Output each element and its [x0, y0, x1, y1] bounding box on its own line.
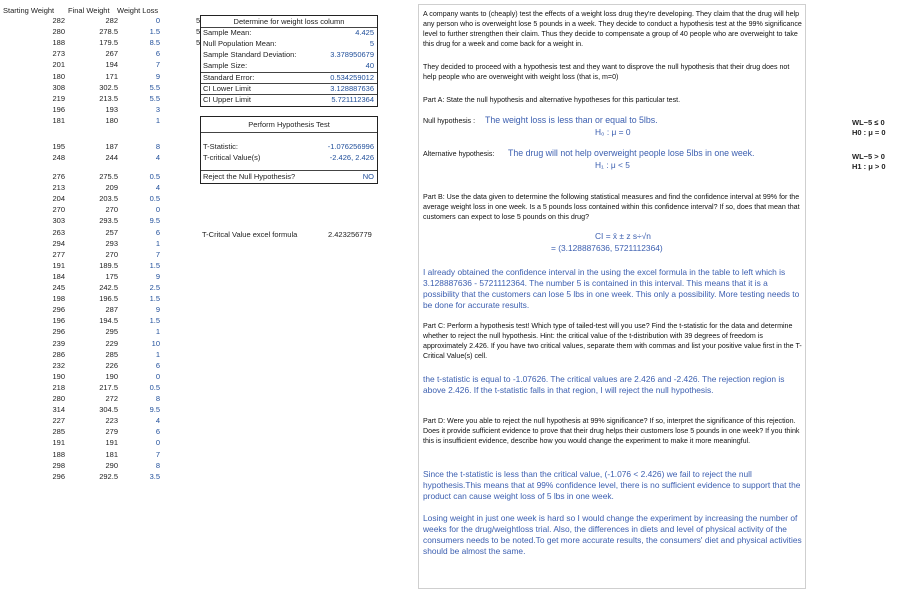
weight-loss-cell: 6	[155, 49, 160, 59]
intro-text: A company wants to (cheaply) test the effects of a weight loss drug they're developing. They claim that the drug will help any person who is overweight lose 5 pounds in a week. They decide to conduct a hypothesis test at the 99% significance level to further strengthen their claim. Thus they decide to compensate a group of 40 people who are overweight to take this drug for a week and come back for a weight in.	[423, 10, 802, 48]
starting-weight-cell: 239	[52, 338, 65, 348]
part-d-question: Part D: Were you able to reject the null hypothesis at 99% significance? If so, interpret the significance of this rejection. Does it provide sufficient evidence to prove that their drug helps their customers lose 5 pounds in one week? If you think this is insufficient evidence, describe how you would change the experiment to make it more meaningful.	[423, 417, 800, 445]
weight-loss-cell: 1	[155, 238, 160, 248]
table-row	[0, 216, 170, 227]
final-weight-cell: 189.5	[99, 260, 118, 270]
table-row	[0, 250, 170, 261]
intro-text-2: They decided to proceed with a hypothesis test and they want to disprove the null hypothesis that their drug does not help people who are overweight with weight loss (that is, m=0)	[423, 63, 790, 81]
starting-weight-cell: 198	[52, 294, 65, 304]
part-c-question: Part C: Perform a hypothesis test! Which type of tailed-test will you use? Find the t-statistic for the data and determine whether to reject the null hypothesis. Hint: the critical value of the t-distribution with 39 degrees of freedom is approximately 2.426. If you have two critical values, separate them with commas and list your positive value first in the T-Critical Value(s) cell.	[423, 322, 802, 360]
starting-weight-cell: 270	[52, 205, 65, 215]
starting-weight-cell: 282	[52, 16, 65, 25]
ci-row-std-error: Standard Error: 0.534259012	[203, 73, 374, 82]
null-hypothesis-label: Null hypothesis :	[423, 117, 476, 125]
null-hypothesis-formula: H₀ : μ = 0	[595, 127, 631, 137]
final-weight-cell: 287	[105, 305, 118, 315]
side-note-2a: WL−5 > 0	[852, 152, 885, 161]
final-weight-cell: 275.5	[99, 172, 118, 181]
final-weight-cell: 213.5	[99, 93, 118, 103]
final-weight-cell: 270	[105, 205, 118, 215]
test-box-title: Perform Hypothesis Test	[248, 120, 330, 129]
final-weight-cell: 244	[105, 153, 118, 163]
starting-weight-cell: 296	[52, 471, 65, 481]
final-weight-cell: 302.5	[99, 82, 118, 92]
ci-row-null-mean: Null Population Mean: 5	[203, 39, 374, 48]
part-a-question: Part A: State the null hypothesis and alternative hypotheses for this particular test.	[423, 96, 681, 104]
weight-loss-cell: 1.5	[149, 294, 160, 304]
weight-loss-cell: 7	[155, 449, 160, 459]
starting-weight-cell: 285	[52, 427, 65, 437]
excel-formula-label: T-Critcal Value excel formula	[202, 230, 298, 239]
table-row	[0, 461, 170, 472]
final-weight-cell: 279	[105, 427, 118, 437]
table-row	[0, 49, 170, 60]
starting-weight-cell: 180	[52, 71, 65, 81]
ci-row-sample-mean: Sample Mean: 4.425	[203, 28, 374, 37]
weight-loss-cell: 5.5	[149, 93, 160, 103]
final-weight-cell: 187	[105, 142, 118, 151]
weight-loss-cell: 1.5	[149, 27, 160, 37]
table-row	[0, 116, 170, 127]
table-row	[0, 283, 170, 294]
starting-weight-cell: 232	[52, 360, 65, 370]
part-b-answer: I already obtained the confidence interval in the using the excel formula in the table to left which is 3.128887636 - 5721112364. The number 5 is contained in this interval. This means that it is a possibility that the customers can lose 5 lbs in one week. This only a possibility. More testing needs to be done for accurate results.	[423, 267, 800, 310]
table-row	[0, 427, 170, 438]
weight-loss-cell: 6	[155, 427, 160, 437]
starting-weight-cell: 196	[52, 316, 65, 326]
table-row	[0, 38, 170, 49]
weight-loss-cell: 3.5	[149, 471, 160, 481]
header-final-weight: Final Weight	[68, 6, 110, 15]
starting-weight-cell: 227	[52, 416, 65, 426]
final-weight-cell: 293.5	[99, 216, 118, 226]
starting-weight-cell: 245	[52, 283, 65, 292]
starting-weight-cell: 280	[52, 27, 65, 37]
final-weight-cell: 193	[105, 104, 118, 114]
table-row	[0, 372, 170, 383]
final-weight-cell: 257	[105, 227, 118, 237]
table-row	[0, 272, 170, 283]
final-weight-cell: 209	[105, 183, 118, 193]
weight-loss-cell: 6	[155, 227, 160, 237]
weight-loss-cell: 4	[155, 183, 160, 193]
final-weight-cell: 171	[105, 71, 118, 81]
final-weight-cell: 217.5	[99, 382, 118, 392]
final-weight-cell: 179.5	[99, 38, 118, 48]
table-row	[0, 383, 170, 394]
alt-hypothesis-formula: H₁ : μ < 5	[595, 160, 630, 170]
starting-weight-cell: 248	[52, 153, 65, 163]
final-weight-cell: 226	[105, 360, 118, 370]
weight-loss-cell: 9	[155, 305, 160, 315]
starting-weight-cell: 296	[52, 305, 65, 315]
final-weight-cell: 278.5	[99, 27, 118, 37]
starting-weight-cell: 263	[52, 227, 65, 237]
side-note-2b: H1 : μ > 0	[852, 162, 886, 171]
starting-weight-cell: 280	[52, 394, 65, 403]
hypothesis-test-box	[200, 116, 378, 184]
weight-loss-cell: 1	[155, 115, 160, 125]
starting-weight-cell: 294	[52, 238, 65, 248]
starting-weight-cell: 213	[52, 183, 65, 193]
starting-weight-cell: 218	[52, 382, 65, 392]
weight-loss-cell: 8	[155, 460, 160, 470]
starting-weight-cell: 298	[52, 460, 65, 470]
weight-loss-cell: 9	[155, 271, 160, 281]
table-row	[0, 194, 170, 205]
table-row	[0, 105, 170, 116]
table-row	[0, 350, 170, 361]
table-row	[0, 153, 170, 164]
weight-loss-cell: 7	[155, 249, 160, 259]
header-starting-weight: Starting Weight	[3, 6, 55, 15]
starting-weight-cell: 204	[52, 194, 65, 204]
final-weight-cell: 181	[105, 449, 118, 459]
starting-weight-cell: 191	[52, 438, 65, 448]
final-weight-cell: 290	[105, 460, 118, 470]
weight-loss-cell: 1	[155, 327, 160, 337]
table-row	[0, 339, 170, 350]
starting-weight-cell: 190	[52, 371, 65, 381]
weight-loss-cell: 0.5	[149, 194, 160, 204]
weight-loss-cell: 0	[155, 16, 160, 25]
final-weight-cell: 203.5	[99, 194, 118, 204]
side-note-1b: H0 : μ = 0	[852, 128, 886, 137]
part-c-answer: the t-statistic is equal to -1.07626. The critical values are 2.426 and -2.426. The rejection region is above 2.426. If the t-statistic falls in that region, I will reject the null hypothesis.	[423, 374, 785, 395]
weight-loss-cell: 8.5	[149, 38, 160, 48]
final-weight-cell: 229	[105, 338, 118, 348]
weight-loss-cell: 0	[155, 438, 160, 448]
ci-row-upper: CI Upper Limit 5.721112364	[203, 95, 374, 104]
final-weight-cell: 304.5	[99, 405, 118, 415]
ci-row-std-dev: Sample Standard Deviation: 3.378950679	[203, 50, 374, 59]
table-row	[0, 327, 170, 338]
null-hypothesis-answer: The weight loss is less than or equal to 5lbs.	[485, 115, 658, 125]
starting-weight-cell: 219	[52, 93, 65, 103]
weight-loss-cell: 6	[155, 360, 160, 370]
table-row	[0, 83, 170, 94]
starting-weight-cell: 273	[52, 49, 65, 59]
marker-5b: 5	[196, 27, 201, 36]
starting-weight-cell: 201	[52, 60, 65, 70]
table-row	[0, 405, 170, 416]
final-weight-cell: 272	[105, 394, 118, 403]
table-row	[0, 205, 170, 216]
table-row	[0, 472, 170, 483]
table-row	[0, 416, 170, 427]
starting-weight-cell: 188	[52, 449, 65, 459]
weight-loss-cell: 3	[155, 104, 160, 114]
weight-loss-cell: 0	[155, 371, 160, 381]
weight-loss-cell: 5.5	[149, 82, 160, 92]
starting-weight-cell: 188	[52, 38, 65, 48]
weight-loss-cell: 0.5	[149, 172, 160, 181]
ci-box-title: Determine for weight loss column	[233, 17, 345, 26]
part-d-answer-2: Losing weight in just one week is hard so I would change the experiment by increasing the number of weeks for the drug/weightloss trial. Also, the differences in diets and level of physical activity of the consumers needs to be noted.To get more accurate results, the consumers' diet and physical activities should be almost the same.	[423, 513, 802, 556]
ci-result: = (3.128887636, 5721112364)	[551, 243, 663, 253]
table-row	[0, 172, 170, 183]
final-weight-cell: 293	[105, 238, 118, 248]
table-row	[0, 228, 170, 239]
weight-loss-cell: 1.5	[149, 260, 160, 270]
table-row	[0, 450, 170, 461]
final-weight-cell: 292.5	[99, 471, 118, 481]
reject-null-row: Reject the Null Hypothesis? NO	[203, 172, 374, 181]
final-weight-cell: 191	[105, 438, 118, 448]
ci-summary-box	[200, 15, 378, 107]
table-row	[0, 142, 170, 153]
final-weight-cell: 282	[105, 16, 118, 25]
final-weight-cell: 190	[105, 371, 118, 381]
final-weight-cell: 223	[105, 416, 118, 426]
weight-loss-cell: 9	[155, 71, 160, 81]
t-statistic-row: T-Statistic: -1.076256996	[203, 142, 374, 151]
table-row	[0, 239, 170, 250]
table-row	[0, 438, 170, 449]
table-row	[0, 394, 170, 405]
weight-loss-cell: 2.5	[149, 283, 160, 292]
ci-formula: CI = x̄ ± z s÷√n	[595, 231, 651, 241]
final-weight-cell: 267	[105, 49, 118, 59]
starting-weight-cell: 277	[52, 249, 65, 259]
weight-loss-cell: 9.5	[149, 216, 160, 226]
starting-weight-cell: 184	[52, 271, 65, 281]
table-row	[0, 183, 170, 194]
ci-row-sample-size: Sample Size: 40	[203, 61, 374, 70]
final-weight-cell: 270	[105, 249, 118, 259]
weight-loss-cell: 0	[155, 205, 160, 215]
final-weight-cell: 194.5	[99, 316, 118, 326]
table-row	[0, 261, 170, 272]
assignment-document	[418, 4, 806, 589]
final-weight-cell: 242.5	[99, 283, 118, 292]
ci-row-lower: CI Lower Limit 3.128887636	[203, 84, 374, 93]
starting-weight-cell: 191	[52, 260, 65, 270]
final-weight-cell: 295	[105, 327, 118, 337]
weight-loss-cell: 8	[155, 394, 160, 403]
starting-weight-cell: 296	[52, 327, 65, 337]
header-weight-loss: Weight Loss	[117, 6, 159, 15]
starting-weight-cell: 195	[52, 142, 65, 151]
weight-loss-cell: 0.5	[149, 382, 160, 392]
weight-loss-cell: 4	[155, 416, 160, 426]
alt-hypothesis-label: Alternative hypothesis:	[423, 150, 495, 158]
side-note-1a: WL−5 ≤ 0	[852, 118, 885, 127]
final-weight-cell: 196.5	[99, 294, 118, 304]
table-row	[0, 27, 170, 38]
table-row	[0, 305, 170, 316]
table-row	[0, 316, 170, 327]
starting-weight-cell: 276	[52, 172, 65, 181]
starting-weight-cell: 286	[52, 349, 65, 359]
table-row	[0, 16, 170, 27]
weight-loss-cell: 1.5	[149, 316, 160, 326]
table-row	[0, 94, 170, 105]
final-weight-cell: 194	[105, 60, 118, 70]
marker-5a: 5	[196, 16, 201, 25]
starting-weight-cell: 303	[52, 216, 65, 226]
starting-weight-cell: 181	[52, 115, 65, 125]
table-row	[0, 72, 170, 83]
weight-loss-cell: 10	[151, 338, 160, 348]
part-b-question: Part B: Use the data given to determine the following statistical measures and find the confidence interval at 99% for the average weight loss in one week. Is a 5 pounds loss contained within this confidence interval? If so, does that mean that customers can expect to lose 5 pounds on this drug?	[423, 193, 800, 221]
alt-hypothesis-answer: The drug will not help overweight people lose 5lbs in one week.	[508, 148, 755, 158]
marker-5c: 5	[196, 38, 201, 47]
starting-weight-cell: 314	[52, 405, 65, 415]
weight-loss-cell: 8	[155, 142, 160, 151]
final-weight-cell: 285	[105, 349, 118, 359]
weight-loss-cell: 4	[155, 153, 160, 163]
starting-weight-cell: 308	[52, 82, 65, 92]
final-weight-cell: 180	[105, 115, 118, 125]
excel-formula-value: 2.423256779	[328, 230, 372, 239]
table-row	[0, 294, 170, 305]
starting-weight-cell: 196	[52, 104, 65, 114]
weight-loss-cell: 7	[155, 60, 160, 70]
t-critical-row: T-critical Value(s) -2.426, 2.426	[203, 153, 374, 162]
part-d-answer-1: Since the t-statistic is less than the critical value, (-1.076 < 2.426) we fail to reject the null hypothesis.This means that at 99% confidence level, there is no sufficient evidence to support that the product can cause weight loss of 5 lbs in one week.	[423, 469, 801, 501]
weight-loss-cell: 1	[155, 349, 160, 359]
weight-loss-cell: 9.5	[149, 405, 160, 415]
final-weight-cell: 175	[105, 271, 118, 281]
table-row	[0, 361, 170, 372]
table-row	[0, 60, 170, 71]
